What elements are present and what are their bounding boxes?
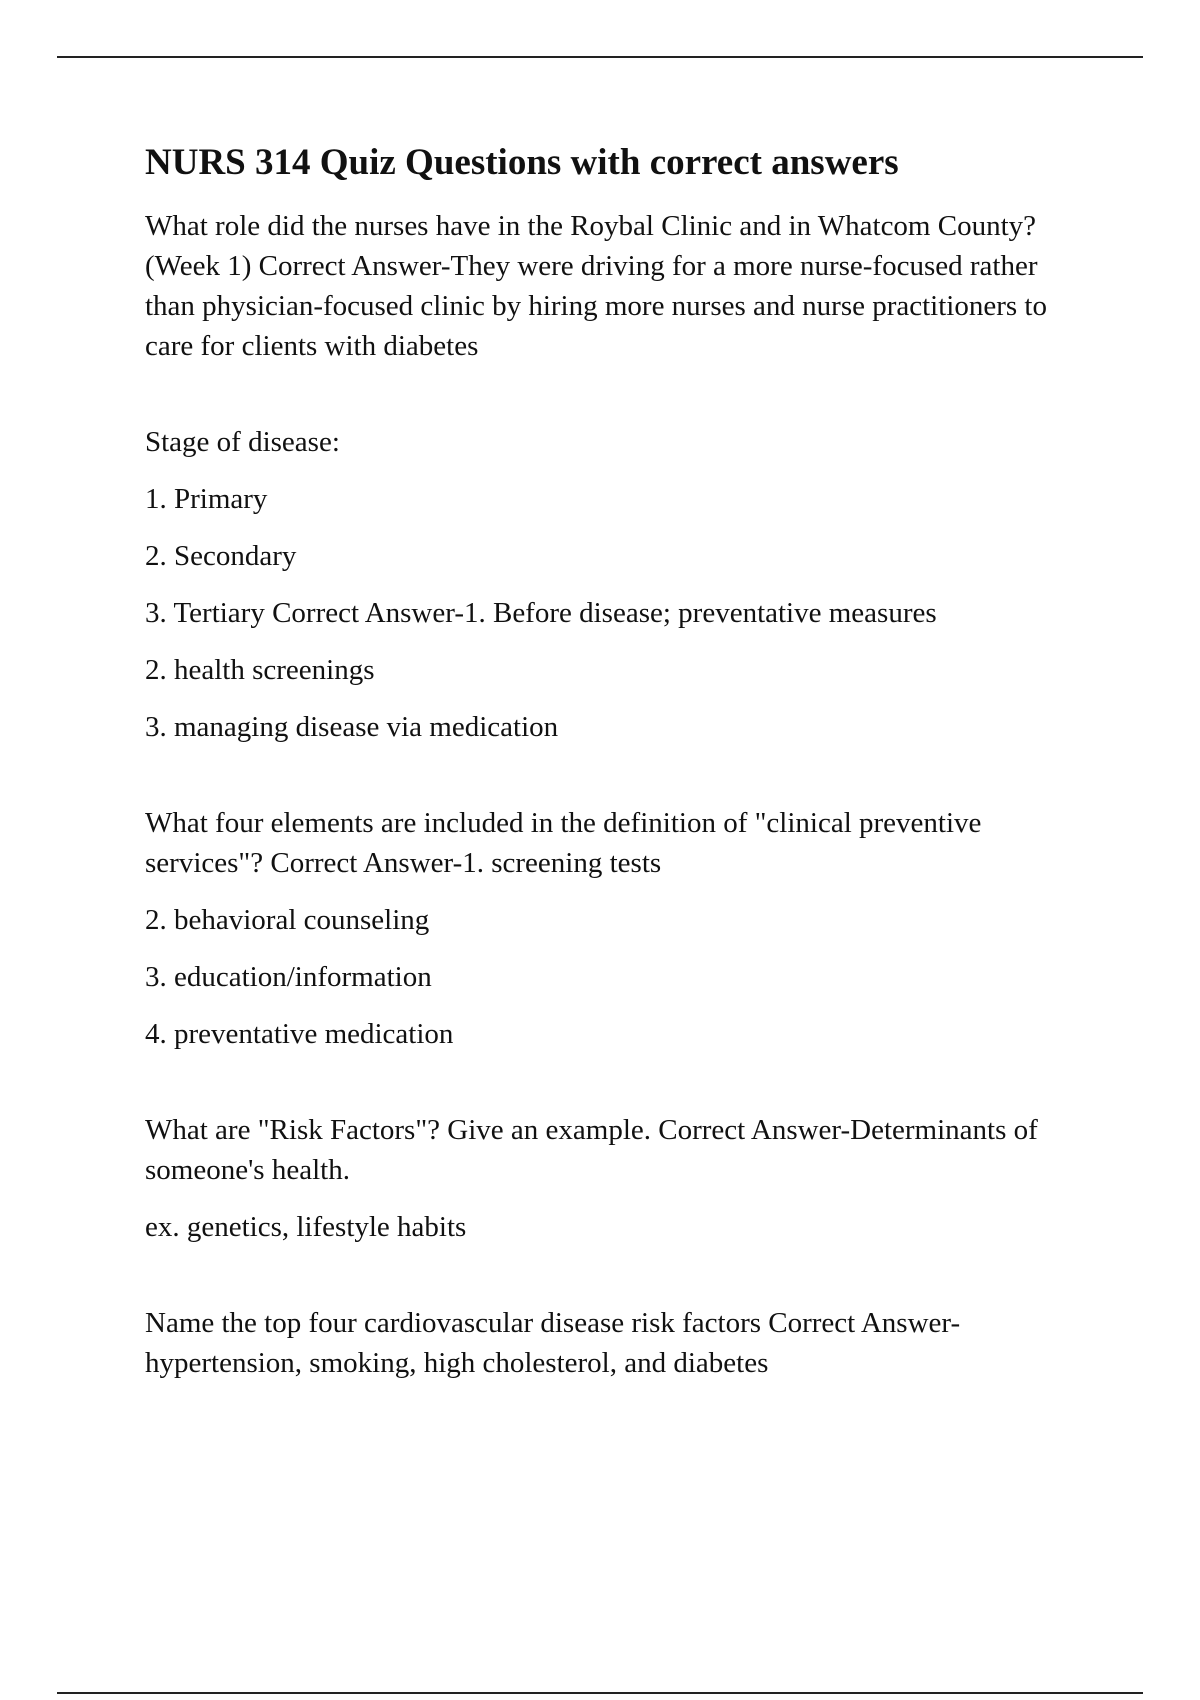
qa-text: What four elements are included in the definition of "clinical preventive services"? Correct Answer-1. screening tests <box>145 807 982 880</box>
qa-text: 2. health screenings <box>145 654 375 687</box>
qa-item-3 <box>145 803 1085 1054</box>
top-rule <box>57 56 1143 58</box>
qa-text: 3. Tertiary Correct Answer-1. Before disease; preventative measures <box>145 597 937 630</box>
qa-item-5 <box>145 1303 1085 1383</box>
bottom-rule <box>57 1692 1143 1694</box>
qa-text: What are "Risk Factors"? Give an example. Correct Answer-Determinants of someone's health. <box>145 1114 1038 1187</box>
qa-text: 3. managing disease via medication <box>145 711 559 744</box>
qa-text: Stage of disease: <box>145 426 340 459</box>
qa-item-2 <box>145 422 1085 747</box>
qa-text: 2. Secondary <box>145 540 297 573</box>
document-body <box>145 140 1085 1400</box>
qa-text: 4. preventative medication <box>145 1018 454 1051</box>
qa-item-1 <box>145 206 1085 366</box>
qa-text: Name the top four cardiovascular disease risk factors Correct Answer-hypertension, smoking, high cholesterol, and diabetes <box>145 1307 961 1380</box>
qa-text: 3. education/information <box>145 961 432 994</box>
qa-text: 1. Primary <box>145 483 268 516</box>
qa-item-4 <box>145 1110 1085 1247</box>
qa-text: 2. behavioral counseling <box>145 904 430 937</box>
document-title: NURS 314 Quiz Questions with correct answers <box>145 142 899 183</box>
qa-text: ex. genetics, lifestyle habits <box>145 1211 467 1244</box>
qa-text: What role did the nurses have in the Roybal Clinic and in Whatcom County? (Week 1) Correct Answer-They were driving for a more nurse-focused rather than physician-focused clinic by hiring more nurses and nurse practitioners to care for clients with diabetes <box>145 210 1047 363</box>
